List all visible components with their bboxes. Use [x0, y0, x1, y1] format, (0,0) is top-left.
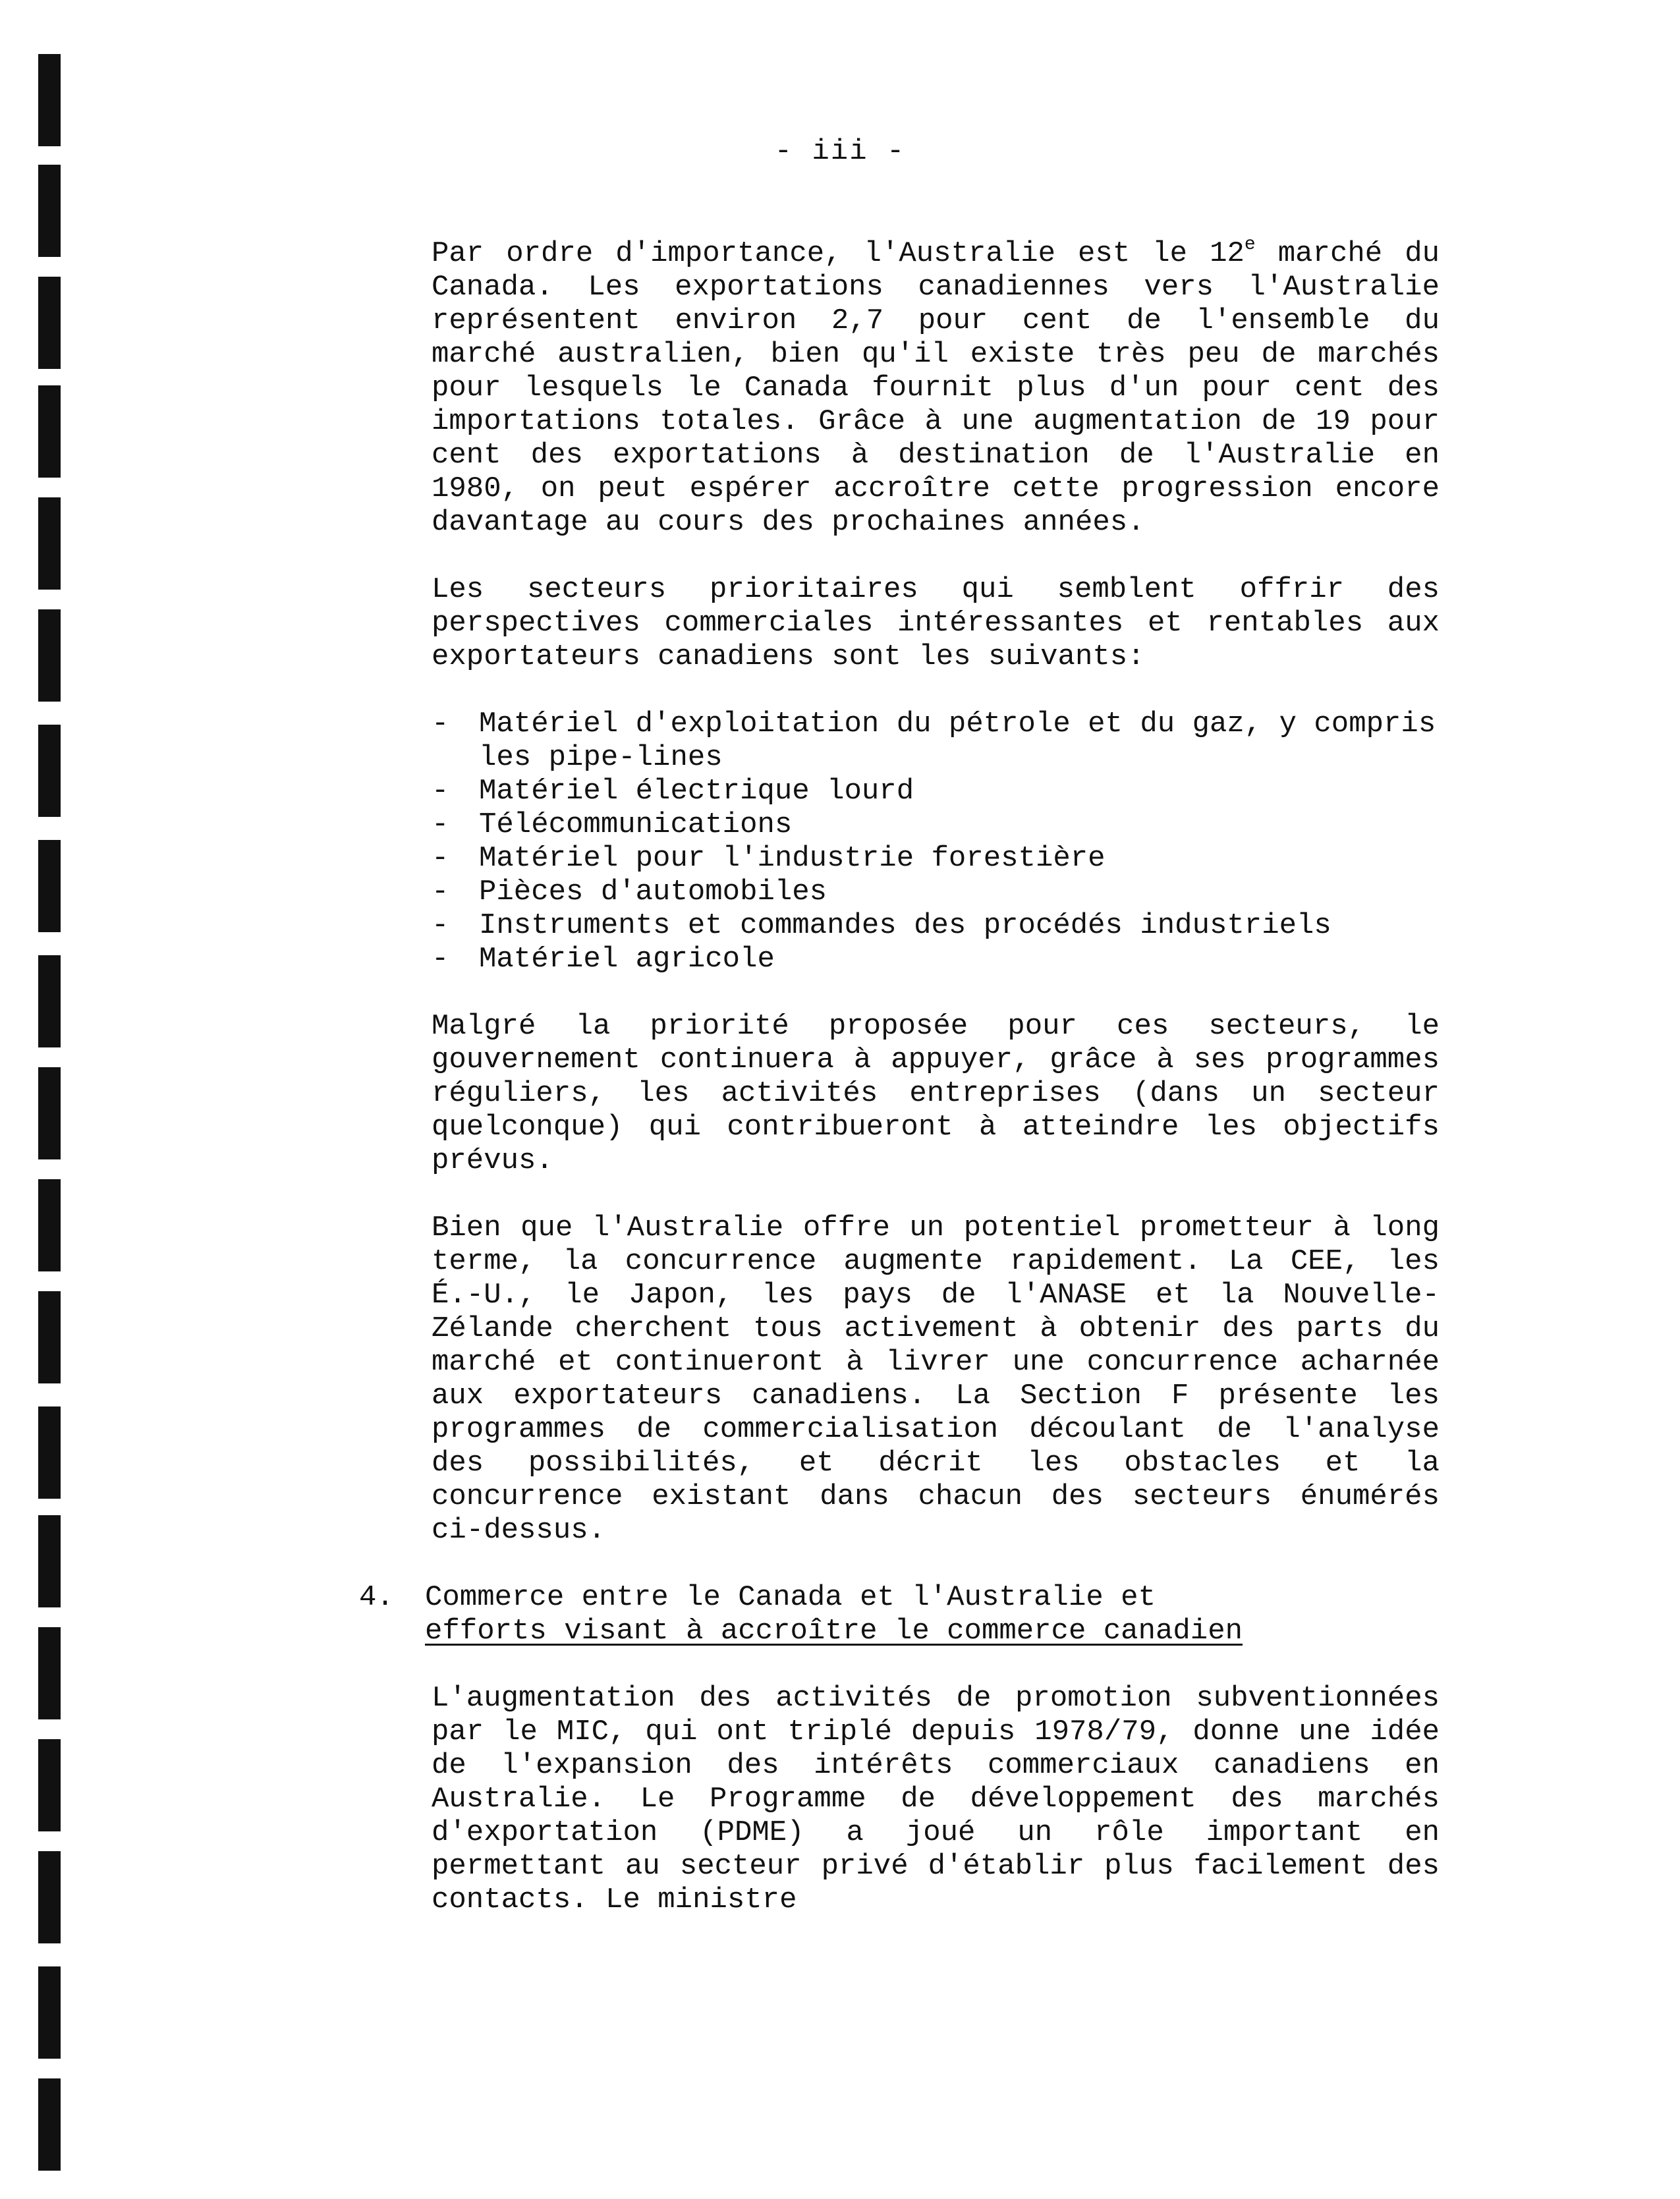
list-item-text: Matériel électrique lourd	[479, 775, 914, 808]
section-number: 4.	[359, 1581, 394, 1614]
paragraph-market-ranking	[432, 237, 1440, 540]
page-number: - iii -	[774, 135, 906, 168]
paragraph-text: Par ordre d'importance, l'Australie est le 12	[432, 237, 1245, 270]
binding-mark	[38, 165, 61, 257]
binding-mark	[38, 1515, 61, 1607]
list-item-text: Matériel d'exploitation du pétrole et du gaz, y compris les pipe-lines	[479, 708, 1436, 774]
binding-mark	[38, 1739, 61, 1831]
binding-mark	[38, 1291, 61, 1383]
binding-mark	[38, 955, 61, 1047]
list-item	[432, 708, 1440, 775]
binding-mark	[38, 1966, 61, 2059]
paragraph-text: marché du Canada. Les exportations canadiennes vers l'Australie représentent environ 2,7 pour cent de l'ensemble du marché australien, bien qu'il existe très peu de marchés pour lesquels le Canada fournit plus d'un pour cent des importations totales. Grâce à une augmentation de 19 pour cent des exportations à destination de l'Australie en 1980, on peut espérer accroître cette progression encore davantage au cours des prochaines années.	[432, 237, 1440, 539]
list-item-text: Matériel agricole	[479, 943, 775, 976]
paragraph-priority-sectors-intro: Les secteurs prioritaires qui semblent offrir des perspectives commerciales intéressantes et rentables aux exportateurs canadiens sont les suivants:	[432, 573, 1440, 673]
binding-marks	[38, 0, 65, 2199]
binding-mark	[38, 1406, 61, 1499]
list-item	[432, 909, 1440, 943]
paragraph-government-support: Malgré la priorité proposée pour ces secteurs, le gouvernement continuera à appuyer, grâce à ses programmes réguliers, les activités entreprises (dans un secteur quelconque) qui contribueront à atteindre les objectifs prévus.	[432, 1010, 1440, 1177]
binding-mark	[38, 54, 61, 146]
binding-mark	[38, 385, 61, 478]
list-dash: -	[432, 876, 449, 908]
binding-mark	[38, 840, 61, 932]
priority-sectors-list	[432, 708, 1440, 976]
list-item	[432, 842, 1440, 876]
binding-mark	[38, 725, 61, 817]
section-title-line: Commerce entre le Canada et l'Australie et	[425, 1581, 1156, 1614]
binding-mark	[38, 609, 61, 702]
list-dash: -	[432, 943, 449, 976]
list-item-text: Télécommunications	[479, 808, 793, 841]
list-item-text: Matériel pour l'industrie forestière	[479, 842, 1106, 875]
section-title-line-underlined	[425, 1615, 1440, 1648]
binding-mark	[38, 1851, 61, 1943]
list-item-text: Instruments et commandes des procédés industriels	[479, 909, 1331, 942]
binding-mark	[38, 1179, 61, 1271]
section-title-underlined-text: efforts visant à accroître le commerce canadien	[425, 1615, 1243, 1648]
binding-mark	[38, 1627, 61, 1719]
paragraph-promotion-activities: L'augmentation des activités de promotion subventionnées par le MIC, qui ont triplé depuis 1978/79, donne une idée de l'expansion des intérêts commerciaux canadiens en Australie. Le Programme de développement des marchés d'exportation (PDME) a joué un rôle important en permettant au secteur privé d'établir plus facilement des contacts. Le ministre	[432, 1682, 1440, 1916]
list-item	[432, 808, 1440, 842]
ordinal-superscript: e	[1244, 235, 1256, 255]
list-item	[432, 943, 1440, 976]
list-item-text: Pièces d'automobiles	[479, 876, 827, 908]
binding-mark	[38, 2078, 61, 2171]
list-item	[432, 876, 1440, 909]
binding-mark	[38, 277, 61, 369]
document-body	[359, 235, 1440, 1917]
binding-mark	[38, 497, 61, 590]
list-dash: -	[432, 842, 449, 875]
binding-mark	[38, 1067, 61, 1159]
section-title	[425, 1581, 1440, 1648]
section-heading	[359, 1581, 1440, 1648]
list-dash: -	[432, 808, 449, 841]
list-dash: -	[432, 775, 449, 808]
list-dash: -	[432, 708, 449, 740]
paragraph-competition: Bien que l'Australie offre un potentiel prometteur à long terme, la concurrence augmente rapidement. La CEE, les É.-U., le Japon, les pays de l'ANASE et la Nouvelle-Zélande cherchent tous activement à obtenir des parts du marché et continueront à livrer une concurrence acharnée aux exportateurs canadiens. La Section F présente les programmes de commercialisation découlant de l'analyse des possibilités, et décrit les obstacles et la concurrence existant dans chacun des secteurs énumérés ci-dessus.	[432, 1211, 1440, 1547]
list-item	[432, 775, 1440, 808]
list-dash: -	[432, 909, 449, 942]
